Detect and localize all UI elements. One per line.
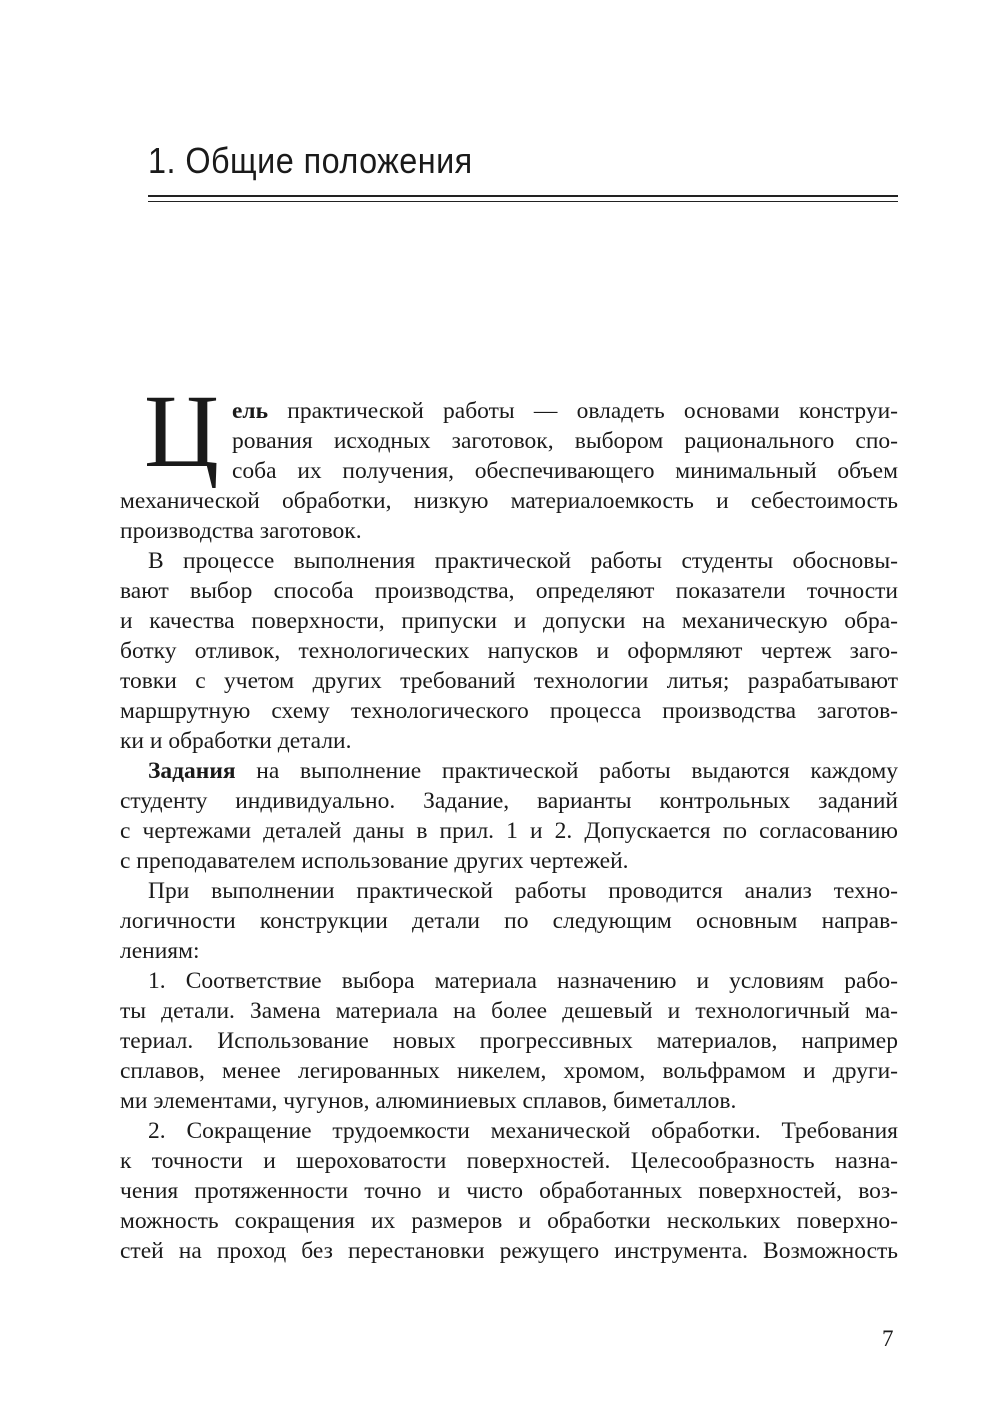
text-line: соба их получения, обеспечивающего минимальный объем [232,458,898,484]
text-line: При выполнении практической работы проводится анализ техно- [148,878,898,904]
text-line: механической обработки, низкую материалоемкость и себестоимость [120,488,898,514]
text-line: стей на проход без перестановки режущего инструмента. Возможность [120,1238,898,1264]
text-line: с чертежами деталей даны в прил. 1 и 2. Допускается по согласованию [120,818,898,844]
text-line: ми элементами, чугунов, алюминиевых сплавов, биметаллов. [120,1088,737,1114]
text-line: к точности и шероховатости поверхностей. Целесообразность назна- [120,1148,898,1174]
text-line: В процессе выполнения практической работы студенты обосновы- [148,548,898,574]
text-line: маршрутную схему технологического процесса производства заготов- [120,698,898,724]
text-line: лениям: [120,938,200,964]
text-line: 2. Сокращение трудоемкости механической обработки. Требования [148,1118,898,1144]
heading-rule-thin [148,201,898,202]
text-line: ботку отливок, технологических напусков и оформляют чертеж заго- [120,638,898,664]
chapter-heading: 1. Общие положения [148,140,473,181]
text-line: студенту индивидуально. Задание, варианты контрольных заданий [120,788,898,814]
text-line: и качества поверхности, припуски и допуски на механическую обра- [120,608,898,634]
text-line: логичности конструкции детали по следующим основным направ- [120,908,898,934]
bold-word: Задания [148,758,236,784]
text-line: рования исходных заготовок, выбором рационального спо- [232,428,898,454]
heading-rule-thick [148,195,898,197]
text-line: сплавов, менее легированных никелем, хромом, вольфрамом и други- [120,1058,898,1084]
text-line: ты детали. Замена материала на более дешевый и технологичный ма- [120,998,898,1024]
text-line: териал. Использование новых прогрессивных материалов, например [120,1028,898,1054]
text-line: вают выбор способа производства, определяют показатели точности [120,578,898,604]
text-line: чения протяженности точно и чисто обработанных поверхностей, воз- [120,1178,898,1204]
text-line: с преподавателем использование других чертежей. [120,848,629,874]
text-line: можность сокращения их размеров и обработки нескольких поверхно- [120,1208,898,1234]
text-line: 1. Соответствие выбора материала назначению и условиям рабо- [148,968,898,994]
drop-cap: Ц [144,374,220,489]
page-number: 7 [882,1326,894,1351]
text-line: ки и обработки детали. [120,728,352,754]
text-line: товки с учетом других требований технологии литья; разрабатывают [120,668,898,694]
text-line: ель практической работы — овладеть основами конструи- [232,398,898,424]
text-line: производства заготовок. [120,518,362,544]
bold-word: ель [232,398,269,424]
text-line: Задания на выполнение практической работы выдаются каждому [148,758,898,784]
